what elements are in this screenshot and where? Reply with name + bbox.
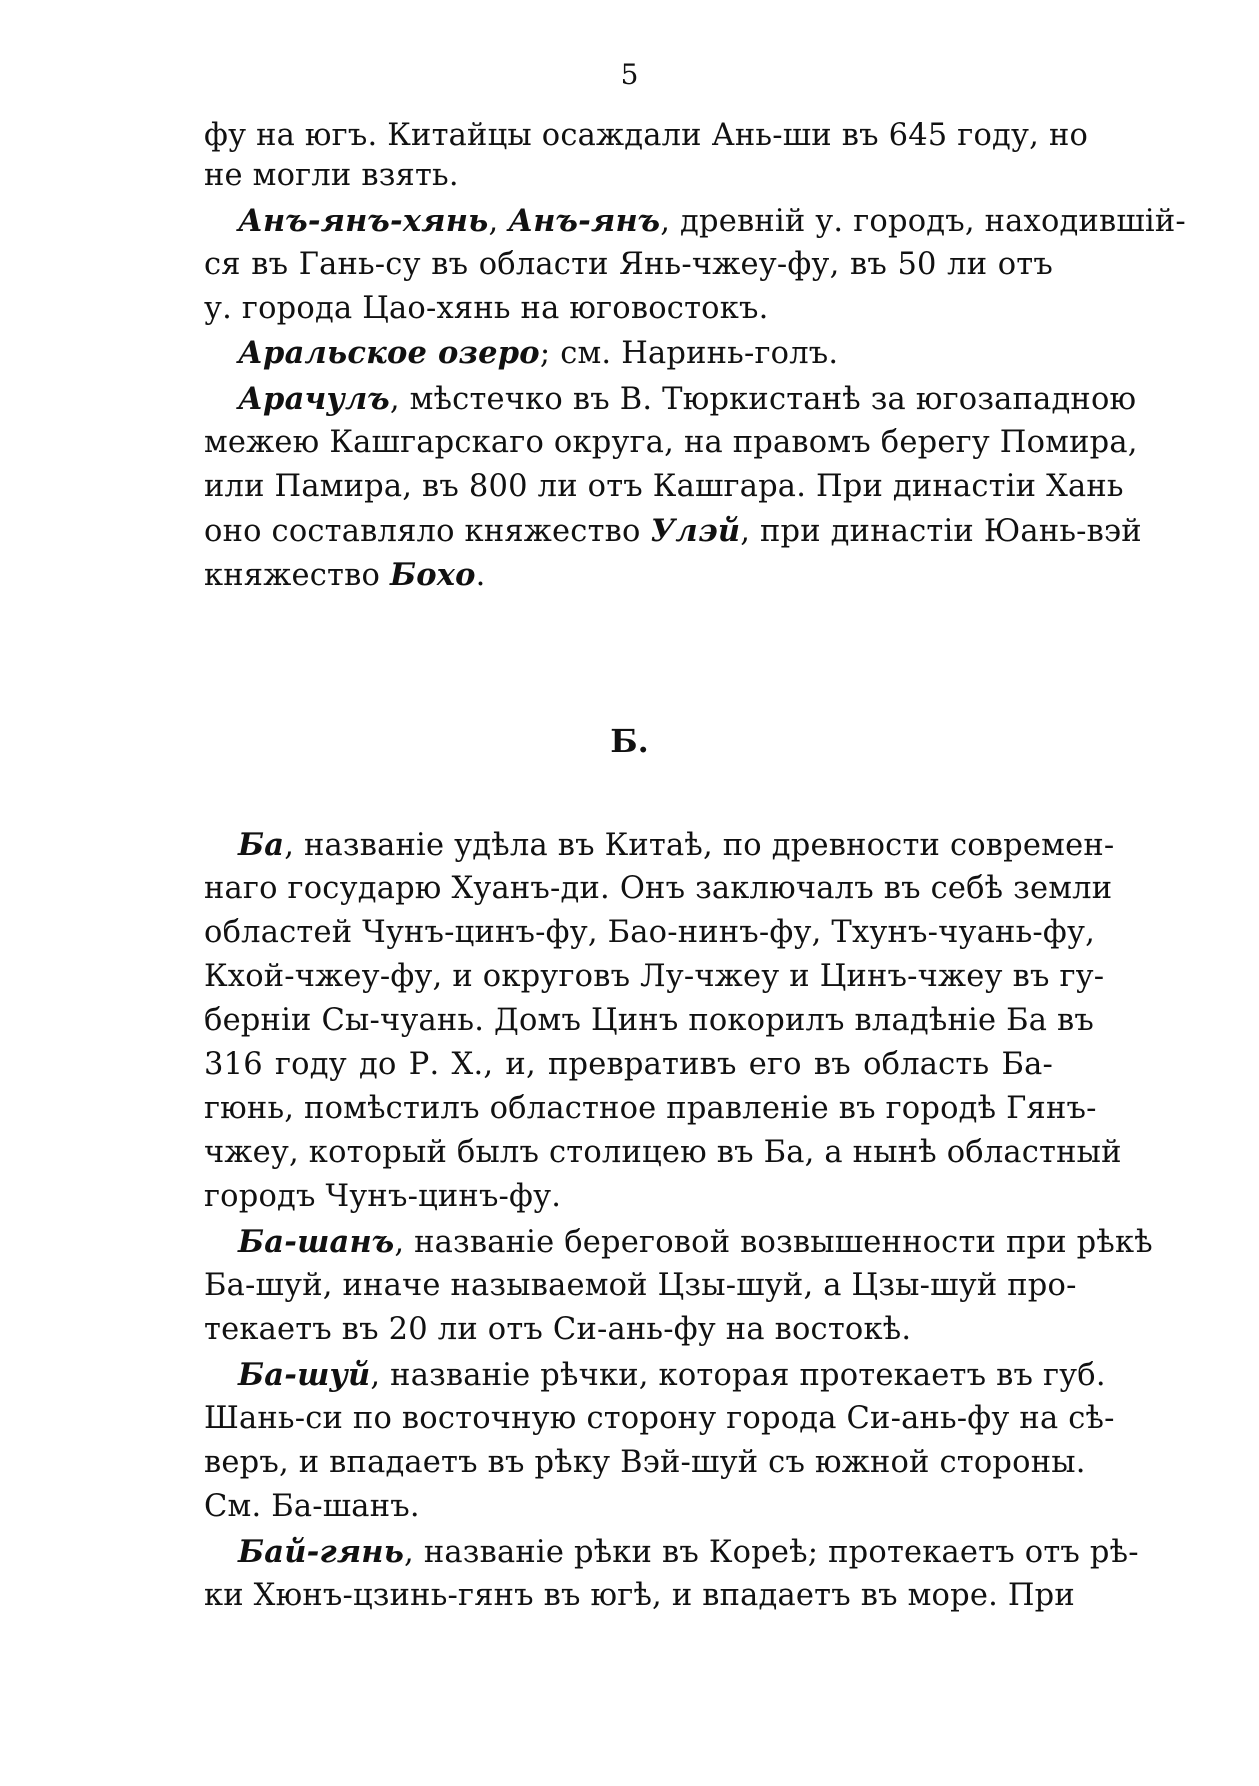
entry-headword: Анъ-янъ-хянь [238,203,489,239]
entry-headword: Ба [238,827,285,863]
text-line [204,1487,1053,1527]
text-run: , древній у. городъ, находившій- [660,204,1186,239]
section-heading: Б. [610,722,649,760]
text-run: наго государю Хуанъ-ди. Онъ заключалъ въ себѣ земли [204,871,1113,906]
text-line [238,333,1053,373]
text-line [204,156,1053,196]
text-run: оно составляло княжество [204,514,651,549]
text-run: , мѣстечко въ В. Тюркистанѣ за югозападною [389,382,1137,417]
text-line [238,201,1186,241]
text-run: ки Хюнъ-цзинь-гянъ въ югѣ, и впадаетъ въ море. При [204,1578,1075,1613]
text-line [204,1399,1115,1439]
text-line [238,379,1137,419]
page-number: 5 [620,58,639,91]
text-line [204,1310,1053,1350]
text-line [204,555,1053,595]
text-line [204,467,1124,507]
text-line [204,1266,1077,1306]
text-line [204,116,1089,156]
text-line [204,1576,1075,1616]
text-run: , при династіи Юань-вэй [740,514,1142,549]
text-run: или Памира, въ 800 ли отъ Кашгара. При династіи Хань [204,469,1124,504]
entry-headword: Арачулъ [238,381,390,417]
text-line [238,825,1115,865]
text-run: областей Чунъ-цинъ-фу, Бао-нинъ-фу, Тхунъ-чуань-фу, [204,915,1096,950]
text-run: межею Кашгарскаго округа, на правомъ берегу Помира, [204,425,1138,460]
text-run: чжеу, который былъ столицею въ Ба, а нынѣ областный [204,1135,1122,1170]
text-line [204,289,1053,329]
text-run: текаетъ въ 20 ли отъ Си-ань-фу на востокѣ. [204,1312,912,1347]
text-run: Шань-си по восточную сторону города Си-ань-фу на сѣ- [204,1401,1115,1436]
entry-headword: Бохо [389,557,476,593]
text-run: не могли взять. [204,158,459,193]
text-run: . [475,558,486,593]
text-run: , [488,204,509,239]
text-run: ; см. Наринь-голъ. [539,336,839,371]
text-run: , названіе рѣчки, которая протекаетъ въ губ. [370,1358,1106,1393]
text-line [238,1532,1139,1572]
text-line [204,1133,1122,1173]
entry-headword: Бай-гянь [238,1534,405,1570]
text-line [204,957,1105,997]
entry-headword: Анъ-янъ [508,203,661,239]
text-run: 316 году до Р. Х., и, превративъ его въ область Ба- [204,1047,1053,1082]
text-line [204,245,1053,285]
text-run: веръ, и впадаетъ въ рѣку Вэй-шуй съ южной стороны. [204,1445,1086,1480]
entry-headword: Ба-шанъ [238,1224,395,1260]
text-run: , названіе удѣла въ Китаѣ, по древности современ- [284,828,1115,863]
text-line [238,1222,1153,1262]
text-line [204,511,1142,551]
text-line [204,1001,1094,1041]
text-run: См. Ба-шанъ. [204,1489,420,1524]
text-run: , названіе береговой возвышенности при рѣкѣ [394,1225,1153,1260]
text-line [204,869,1113,909]
text-line [204,1089,1097,1129]
entry-headword: Аральское озеро [238,335,540,371]
text-run: у. города Цао-хянь на юговостокъ. [204,291,769,326]
text-line [204,1177,1053,1217]
text-run: Кхой-чжеу-фу, и округовъ Лу-чжеу и Цинъ-чжеу въ гу- [204,959,1105,994]
text-run: городъ Чунъ-цинъ-фу. [204,1179,562,1214]
text-line [238,1355,1106,1395]
text-run: княжество [204,558,390,593]
entry-headword: Улэй [650,513,741,549]
text-line [204,1443,1086,1483]
text-run: гюнь, помѣстилъ областное правленіе въ городѣ Гянъ- [204,1091,1097,1126]
entry-headword: Ба-шуй [238,1357,371,1393]
text-run: фу на югъ. Китайцы осаждали Ань-ши въ 645 году, но [204,118,1089,153]
text-run: берніи Сы-чуань. Домъ Цинъ покорилъ владѣніе Ба въ [204,1003,1094,1038]
text-run: Ба-шуй, иначе называемой Цзы-шуй, а Цзы-шуй про- [204,1268,1077,1303]
text-line [204,913,1096,953]
text-run: , названіе рѣки въ Кореѣ; протекаетъ отъ рѣ- [404,1535,1139,1570]
text-line [204,423,1138,463]
text-line [204,1045,1053,1085]
text-run: ся въ Гань-су въ области Янь-чжеу-фу, въ 50 ли отъ [204,247,1053,282]
